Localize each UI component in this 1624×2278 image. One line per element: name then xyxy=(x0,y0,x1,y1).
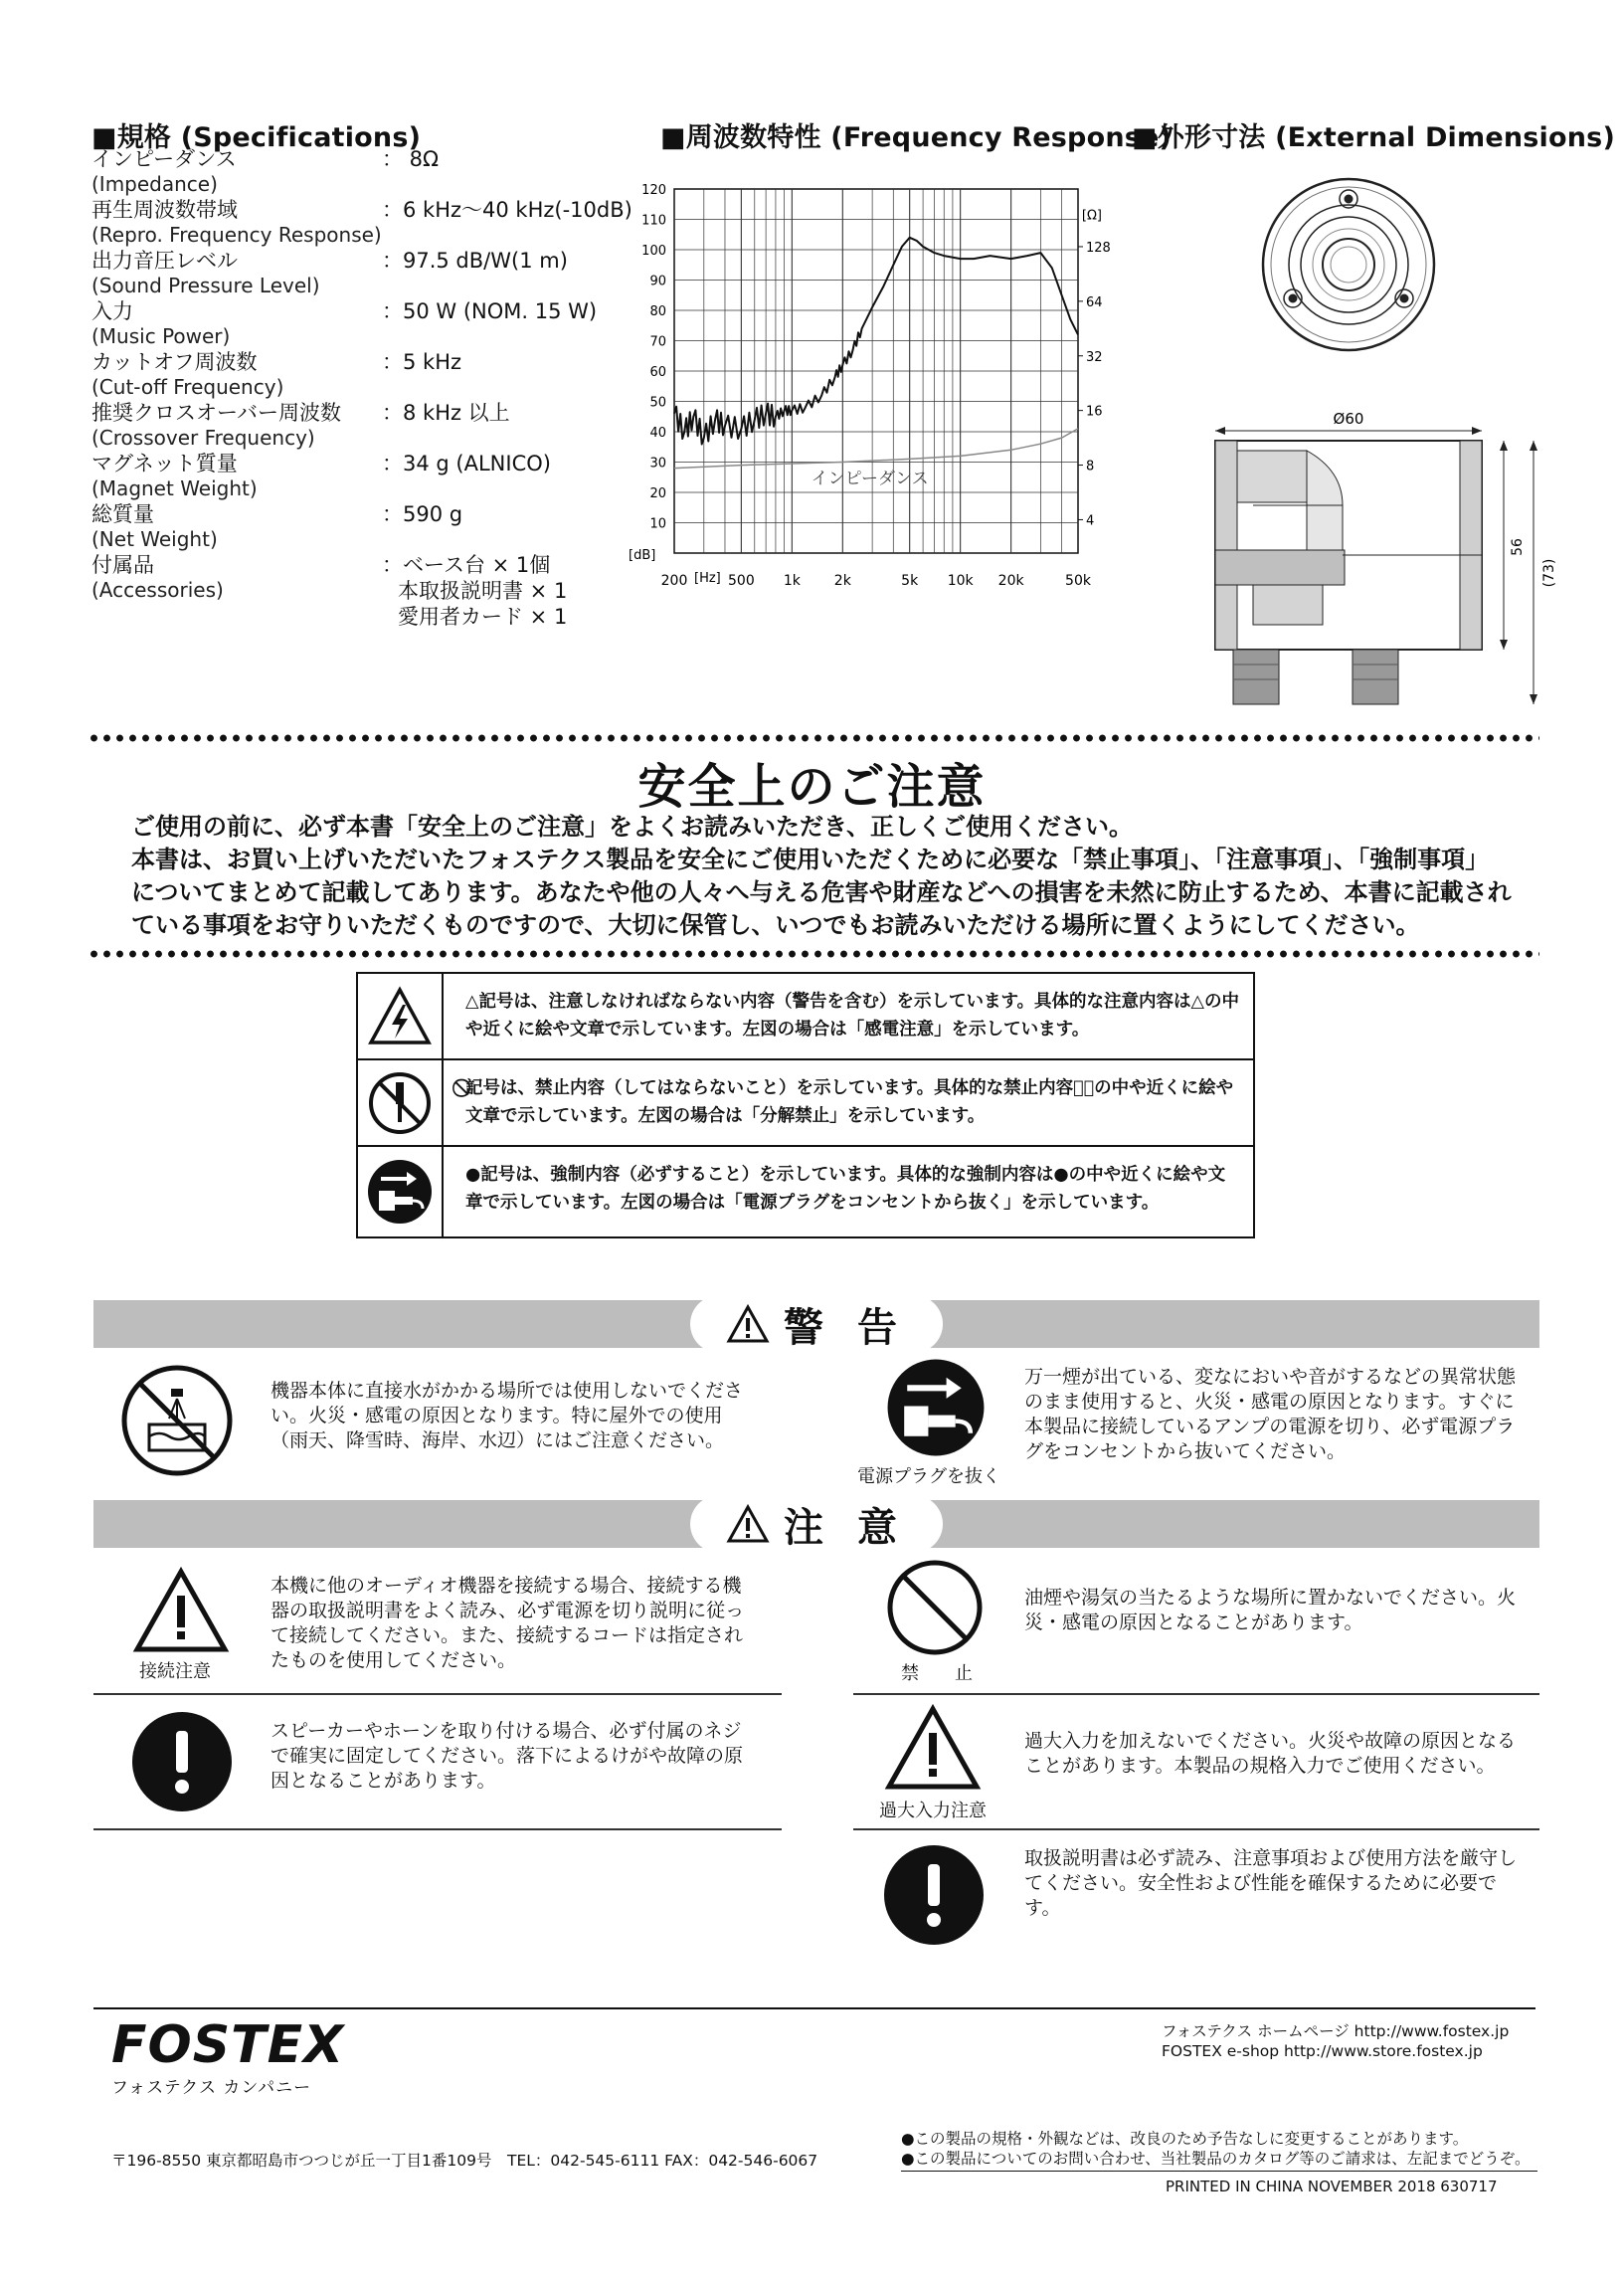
caution-mounting-text: スピーカーやホーンを取り付ける場合、必ず付属のネジで確実に固定してください。落下によるけがや故障の原因となることがあります。 xyxy=(271,1720,744,1792)
frequency-response-chart xyxy=(627,179,1111,607)
divider xyxy=(901,2171,1537,2172)
frequency-response-title: ■周波数特性 (Frequency Response) xyxy=(660,122,1173,153)
print-info: PRINTED IN CHINA NOVEMBER 2018 630717 xyxy=(1166,2178,1498,2195)
spec-label: 出力音圧レベル xyxy=(91,249,238,273)
spec-row xyxy=(91,198,648,248)
warning-water-text: 機器本体に直接水がかかる場所では使用しないでください。火災・感電の原因となります。特に屋外での使用（雨天、降雪時、海岸、水辺）にはご注意ください。 xyxy=(271,1380,744,1451)
eshop-text: FOSTEX e-shop http://www.store.fostex.jp xyxy=(1162,2042,1483,2060)
intro-line: 本書は、お買い上げいただいたフォステクス製品を安全にご使用いただくために必要な「禁止事項」、「注意事項」、「強制事項」 xyxy=(131,846,1490,873)
y2-tick-label: 32 xyxy=(1086,349,1103,365)
x-tick-label: 5k xyxy=(901,573,919,589)
divider xyxy=(93,1828,782,1830)
symbol-row xyxy=(358,1147,1253,1236)
y-tick-label: 10 xyxy=(649,516,666,532)
divider xyxy=(93,1693,782,1695)
chart-series xyxy=(674,238,1078,469)
warning-smoke-text: 万一煙が出ている、変なにおいや音がするなどの異常状態のまま使用すると、火災・感電の原因となります。すぐに本製品に接続しているアンプの電源を切り、必ず電源プラグをコンセントから抜いてください。 xyxy=(1024,1366,1517,1462)
prohibition-icon xyxy=(885,1558,985,1657)
y-tick-label: 40 xyxy=(649,426,666,441)
symbol-row xyxy=(358,1060,1253,1147)
spec-label: 総質量 xyxy=(91,502,154,526)
y-tick-label: 20 xyxy=(649,486,666,501)
chart-grid xyxy=(674,189,1078,553)
safety-intro xyxy=(131,811,1512,942)
height-dimension xyxy=(1500,441,1557,704)
chart-x-axis xyxy=(661,573,1092,589)
fostex-logo: FOSTEX xyxy=(111,2015,345,2075)
specifications-title: ■規格 (Specifications) xyxy=(91,122,422,153)
unplug-icon xyxy=(883,1355,989,1460)
total-height-label: (73) xyxy=(1541,558,1557,588)
spec-value: ：34 g (ALNICO) xyxy=(382,452,551,475)
spec-label-en: (Cut-off Frequency) xyxy=(91,375,284,399)
dotted-divider xyxy=(88,950,1539,958)
prohibition-caption: 禁 止 xyxy=(901,1663,973,1684)
spec-label-en: (Accessories) xyxy=(91,578,224,602)
side-section-drawing xyxy=(1215,441,1482,704)
warning-label: 警 告 xyxy=(784,1304,907,1351)
external-dimensions-title: ■外形寸法 (External Dimensions) xyxy=(1132,122,1615,153)
spec-value: ：8 kHz 以上 xyxy=(382,401,510,425)
y2-tick-label: 8 xyxy=(1086,459,1095,475)
spec-value: ：97.5 dB/W(1 m) xyxy=(382,249,568,273)
caution-label: 注 意 xyxy=(784,1504,907,1551)
spec-row xyxy=(91,553,648,629)
spec-row xyxy=(91,147,648,197)
safety-title: 安全上のご注意 xyxy=(637,759,987,815)
y-tick-label: 90 xyxy=(649,274,666,289)
homepage-text: フォステクス ホームページ http://www.fostex.jp xyxy=(1162,2022,1510,2040)
spec-value: ：590 g xyxy=(382,502,463,526)
spec-label-en: (Net Weight) xyxy=(91,527,218,551)
diameter-dimension xyxy=(1215,410,1482,435)
y-tick-label: 70 xyxy=(649,334,666,350)
footer-note: ●この製品についてのお問い合わせ、当社製品のカタログ等のご請求は、左記までどうぞ。 xyxy=(901,2150,1531,2168)
caution-smoke-steam-text: 油煙や湯気の当たるような場所に置かないでください。火災・感電の原因となることがあります。 xyxy=(1024,1587,1517,1633)
spec-label: インピーダンス xyxy=(91,147,237,171)
spec-label-en: (Crossover Frequency) xyxy=(91,426,315,450)
symbol-legend-table xyxy=(356,972,1255,1238)
spec-label-en: (Sound Pressure Level) xyxy=(91,274,320,297)
chart-y-axis xyxy=(641,183,666,532)
spec-row xyxy=(91,299,648,349)
dotted-divider xyxy=(88,734,1539,742)
caution-triangle-icon xyxy=(885,1705,981,1791)
no-disassembly-icon xyxy=(358,1060,444,1145)
spec-label-en: (Music Power) xyxy=(91,324,231,348)
x-tick-label: 2k xyxy=(833,573,851,589)
spec-label-en: (Magnet Weight) xyxy=(91,476,258,500)
y-axis-unit: [dB] xyxy=(629,548,656,563)
symbol-description: ⃠記号は、禁止内容（してはならないこと）を示しています。具体的な禁止内容は⃠の中や近くに絵や文章で示しています。左図の場合は「分解禁止」を示しています。 xyxy=(465,1078,1234,1126)
no-water-icon xyxy=(119,1363,235,1478)
x-tick-label: 500 xyxy=(728,573,755,589)
y-tick-label: 60 xyxy=(649,365,666,380)
height-label: 56 xyxy=(1510,538,1526,556)
x-tick-label: 50k xyxy=(1065,573,1091,589)
spec-value: 愛用者カード × 1 xyxy=(398,605,568,629)
unplug-icon xyxy=(358,1147,444,1236)
intro-line: についてまとめて記載してあります。あなたや他の人々へ与える危害や財産などへの損害を未然に防止するため、本書に記載され xyxy=(131,878,1512,906)
spec-row xyxy=(91,249,648,298)
footer-note: ●この製品の規格・外観などは、改良のため予告なしに変更することがあります。 xyxy=(901,2130,1469,2148)
spec-row xyxy=(91,502,648,552)
divider xyxy=(853,1693,1539,1695)
warning-band-label xyxy=(690,1295,943,1353)
divider xyxy=(853,1828,1539,1830)
caution-manual-text: 取扱説明書は必ず読み、注意事項および使用方法を厳守してください。安全性および性能を確保するために必要です。 xyxy=(1024,1847,1518,1919)
x-axis-unit: [Hz] xyxy=(694,571,721,586)
intro-line: ご使用の前に、必ず本書「安全上のご注意」をよくお読みいただき、正しくご使用ください。 xyxy=(131,813,1134,841)
mandatory-icon xyxy=(129,1709,235,1814)
spec-value: ： 8Ω xyxy=(382,147,440,171)
chart-y2-axis xyxy=(1078,241,1111,529)
mandatory-icon xyxy=(881,1842,987,1948)
caution-connection-text: 本機に他のオーディオ機器を接続する場合、接続する機器の取扱説明書をよく読み、必ず電源を切り説明に従って接続してください。また、接続するコードは指定されたものを使用してください。 xyxy=(271,1575,745,1671)
dimension-drawing xyxy=(1193,177,1571,714)
spec-label-en: (Repro. Frequency Response) xyxy=(91,223,382,247)
y2-axis-unit: [Ω] xyxy=(1081,208,1102,224)
symbol-description: ●記号は、強制内容（必ずすること）を示しています。具体的な強制内容は●の中や近くに絵や文章で示しています。左図の場合は「電源プラグをコンセントから抜く」を示しています。 xyxy=(465,1165,1226,1213)
caution-band xyxy=(93,1500,1539,1551)
spec-label: マグネット質量 xyxy=(91,452,238,475)
y2-tick-label: 64 xyxy=(1086,294,1103,310)
footer-divider xyxy=(93,2007,1535,2009)
y2-tick-label: 4 xyxy=(1086,513,1095,529)
y2-tick-label: 128 xyxy=(1086,240,1111,256)
company-address: 〒196-8550 東京都昭島市つつじが丘一丁目1番109号 TEL：042-545-6111 FAX：042-546-6067 xyxy=(111,2152,818,2170)
y-tick-label: 100 xyxy=(641,244,666,259)
spec-row xyxy=(91,350,648,400)
y-tick-label: 110 xyxy=(641,213,666,229)
top-view-drawing xyxy=(1263,179,1434,350)
diameter-label: Ø60 xyxy=(1333,410,1364,428)
y-tick-label: 80 xyxy=(649,304,666,319)
unplug-caption: 電源プラグを抜く xyxy=(857,1466,1000,1487)
x-tick-label: 1k xyxy=(783,573,801,589)
spec-row xyxy=(91,401,648,451)
y2-tick-label: 16 xyxy=(1086,404,1103,420)
impedance-annotation: インピーダンス xyxy=(811,469,929,489)
electric-shock-warning-icon xyxy=(358,974,444,1058)
spec-label: 推奨クロスオーバー周波数 xyxy=(91,401,341,425)
spec-value: ：6 kHz～40 kHz(-10dB) xyxy=(382,198,632,222)
spec-label-en: (Impedance) xyxy=(91,172,218,196)
company-name: フォステクス カンパニー xyxy=(111,2078,312,2098)
x-tick-label: 20k xyxy=(997,573,1024,589)
caution-triangle-icon xyxy=(133,1568,229,1653)
caution-band-label xyxy=(690,1495,943,1553)
spec-label: 付属品 xyxy=(91,553,154,577)
spec-value: ：ベース台 × 1個 xyxy=(382,553,551,577)
warning-band xyxy=(93,1300,1539,1351)
x-tick-label: 200 xyxy=(660,573,688,589)
spec-value: ：50 W (NOM. 15 W) xyxy=(382,299,598,323)
spec-label: カットオフ周波数 xyxy=(91,350,258,374)
caution-triangle-icon xyxy=(726,1504,770,1544)
spec-row xyxy=(91,452,648,501)
y-tick-label: 50 xyxy=(649,395,666,411)
x-tick-label: 10k xyxy=(947,573,974,589)
y-tick-label: 120 xyxy=(641,183,666,198)
caution-overload-text: 過大入力を加えないでください。火災や故障の原因となることがあります。本製品の規格入力でご使用ください。 xyxy=(1024,1730,1517,1777)
spec-label: 入力 xyxy=(91,299,133,323)
symbol-description: △記号は、注意しなければならない内容（警告を含む）を示しています。具体的な注意内容は△の中や近くに絵や文章で示しています。左図の場合は「感電注意」を示しています。 xyxy=(465,992,1240,1040)
intro-line: ている事項をお守りいただくものですので、大切に保管し、いつでもお読みいただける場所に置くようにしてください。 xyxy=(131,911,1420,939)
connection-caution-caption: 接続注意 xyxy=(139,1661,211,1682)
symbol-row xyxy=(358,974,1253,1060)
spec-label: 再生周波数帯域 xyxy=(91,198,238,222)
spec-value: ：5 kHz xyxy=(382,350,462,374)
overload-caution-caption: 過大入力注意 xyxy=(879,1801,987,1821)
y-tick-label: 30 xyxy=(649,456,666,472)
warning-triangle-icon xyxy=(726,1304,770,1344)
spec-value: 本取扱説明書 × 1 xyxy=(398,579,568,603)
